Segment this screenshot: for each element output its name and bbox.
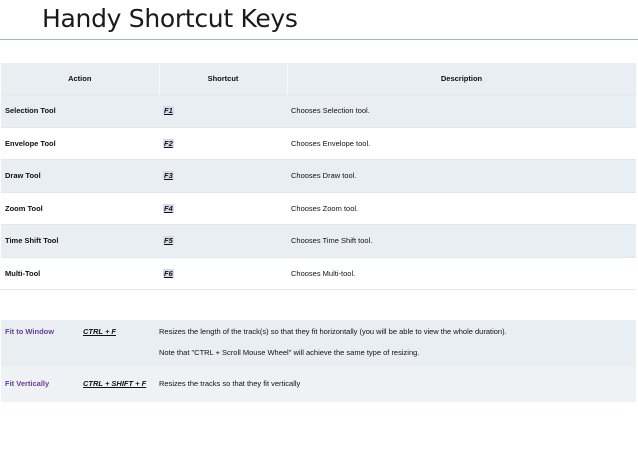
table-row (1, 160, 636, 193)
extra-note: Note that "CTRL + Scroll Mouse Wheel" will achieve the same type of resizing. (159, 348, 420, 357)
extra-action: Fit to Window (5, 327, 55, 336)
table-header-row (1, 63, 636, 95)
header-action: Action (1, 63, 159, 95)
extra-shortcut-key: CTRL + SHIFT + F (83, 379, 147, 388)
extra-description: Resizes the length of the track(s) so that they fit horizontally (you will be able to view the whole duration). (159, 327, 507, 336)
extra-row-fit-to-window (1, 320, 636, 366)
row-shortcut-cell (159, 160, 287, 193)
row-action: Multi-Tool (1, 257, 159, 290)
table-row (1, 257, 636, 290)
row-description: Chooses Envelope tool. (287, 127, 636, 160)
header-shortcut: Shortcut (159, 63, 287, 95)
row-shortcut-cell (159, 95, 287, 128)
shortcut-key: F1 (164, 106, 173, 116)
shortcut-key: F3 (164, 171, 173, 181)
shortcut-key: F4 (164, 203, 173, 213)
header-description: Description (287, 63, 636, 95)
table-row (1, 192, 636, 225)
extra-shortcuts-panel (1, 320, 636, 402)
row-shortcut-cell (159, 192, 287, 225)
table-row (1, 225, 636, 258)
row-description: Chooses Time Shift tool. (287, 225, 636, 258)
shortcut-key: F5 (164, 236, 173, 246)
extra-description: Resizes the tracks so that they fit vertically (159, 379, 301, 388)
extra-shortcut-key: CTRL + F (83, 327, 116, 336)
table-row (1, 127, 636, 160)
shortcut-table (1, 63, 637, 290)
row-action: Selection Tool (1, 95, 159, 128)
row-action: Time Shift Tool (1, 225, 159, 258)
row-shortcut-cell (159, 257, 287, 290)
shortcut-key: F6 (164, 268, 173, 278)
row-action: Draw Tool (1, 160, 159, 193)
shortcut-key: F2 (164, 138, 173, 148)
row-action: Zoom Tool (1, 192, 159, 225)
row-shortcut-cell (159, 127, 287, 160)
row-description: Chooses Draw tool. (287, 160, 636, 193)
row-shortcut-cell (159, 225, 287, 258)
extra-action: Fit Vertically (5, 379, 50, 388)
table-row (1, 95, 636, 128)
row-description: Chooses Zoom tool. (287, 192, 636, 225)
row-action: Envelope Tool (1, 127, 159, 160)
row-description: Chooses Multi-tool. (287, 257, 636, 290)
page-title: Handy Shortcut Keys (42, 4, 298, 33)
title-divider (0, 39, 638, 40)
row-description: Chooses Selection tool. (287, 95, 636, 128)
extra-row-fit-vertically (1, 366, 636, 402)
